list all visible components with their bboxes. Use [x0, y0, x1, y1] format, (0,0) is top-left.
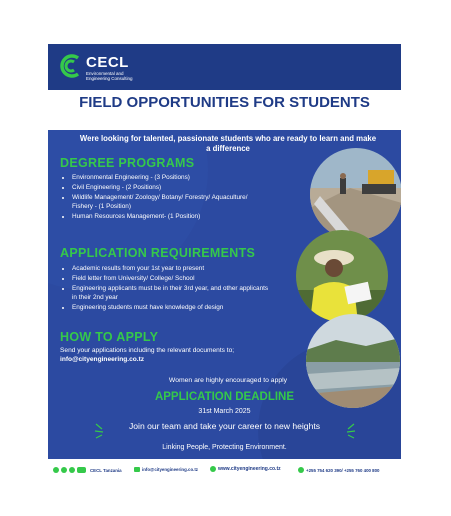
instagram-icon[interactable] [61, 467, 67, 473]
list-item: • Engineering students must have knowledge of design [72, 303, 272, 313]
intro-text: Were looking for talented, passionate students who are ready to learn and make a difference [79, 134, 377, 153]
list-item: • Engineering applicants must be in their 3rd year, and other applicants in their 2nd year [72, 284, 272, 304]
tagline: Linking People, Protecting Environment. [162, 444, 287, 451]
list-item: • Academic results from your 1st year to present [72, 264, 272, 274]
list-item: • Field letter from University/ College/ School [72, 274, 272, 284]
footer-phone-group [298, 467, 380, 473]
construction-photo [310, 148, 401, 240]
degree-programs-list [60, 173, 287, 222]
how-to-apply-heading: HOW TO APPLY [60, 330, 159, 344]
globe-icon [210, 466, 216, 472]
footer-email-group [134, 467, 198, 472]
join-text: Join our team and take your career to new heights [128, 421, 321, 431]
footer-website-group [210, 466, 281, 472]
list-item: • Environmental Engineering - (3 Positions) [72, 173, 287, 183]
footer-company: CECL Tanzania [90, 467, 122, 473]
apply-email-link[interactable]: info@cityengineering.co.tz [60, 356, 145, 363]
poster [48, 44, 401, 481]
social-icons [53, 467, 122, 473]
brand-subtitle: Environmental and Engineering Consulting [86, 71, 133, 81]
deadline-heading: APPLICATION DEADLINE [154, 391, 295, 403]
youtube-icon[interactable] [77, 467, 86, 473]
phone-icon [298, 467, 304, 473]
apply-instructions [60, 346, 290, 364]
header-bar [48, 44, 401, 90]
brand-name: CECL [86, 54, 129, 71]
requirements-list [60, 264, 272, 313]
footer-website[interactable]: www.cityengineering.co.tz [218, 466, 281, 472]
field-worker-photo [296, 230, 388, 322]
degree-programs-heading: DEGREE PROGRAMS [60, 156, 195, 170]
deadline-date: 31st March 2025 [198, 408, 251, 415]
email-icon [134, 467, 140, 472]
list-item: • Wildlife Management/ Zoology/ Botany/ Forestry/ Aquaculture/ Fishery - (1 Position) [72, 193, 252, 213]
women-encouraged-text: Women are highly encouraged to apply [168, 377, 288, 384]
cecl-logo-icon [56, 52, 84, 80]
content-panel [48, 130, 401, 459]
footer-contact-bar [48, 461, 401, 481]
apply-text: Send your applications including the relevant documents to; [60, 347, 235, 354]
footer-email[interactable]: info@cityengineering.co.tz [142, 467, 198, 472]
list-item: • Human Resources Management- (1 Position) [72, 212, 287, 222]
footer-phone: +255 754 620 390/ +255 760 400 800 [306, 467, 380, 473]
requirements-heading: APPLICATION REQUIREMENTS [60, 246, 256, 260]
list-item: • Civil Engineering - (2 Positions) [72, 183, 287, 193]
linkedin-icon[interactable] [69, 467, 75, 473]
page-title: FIELD OPPORTUNITIES FOR STUDENTS [79, 94, 370, 111]
x-icon[interactable] [53, 467, 59, 473]
